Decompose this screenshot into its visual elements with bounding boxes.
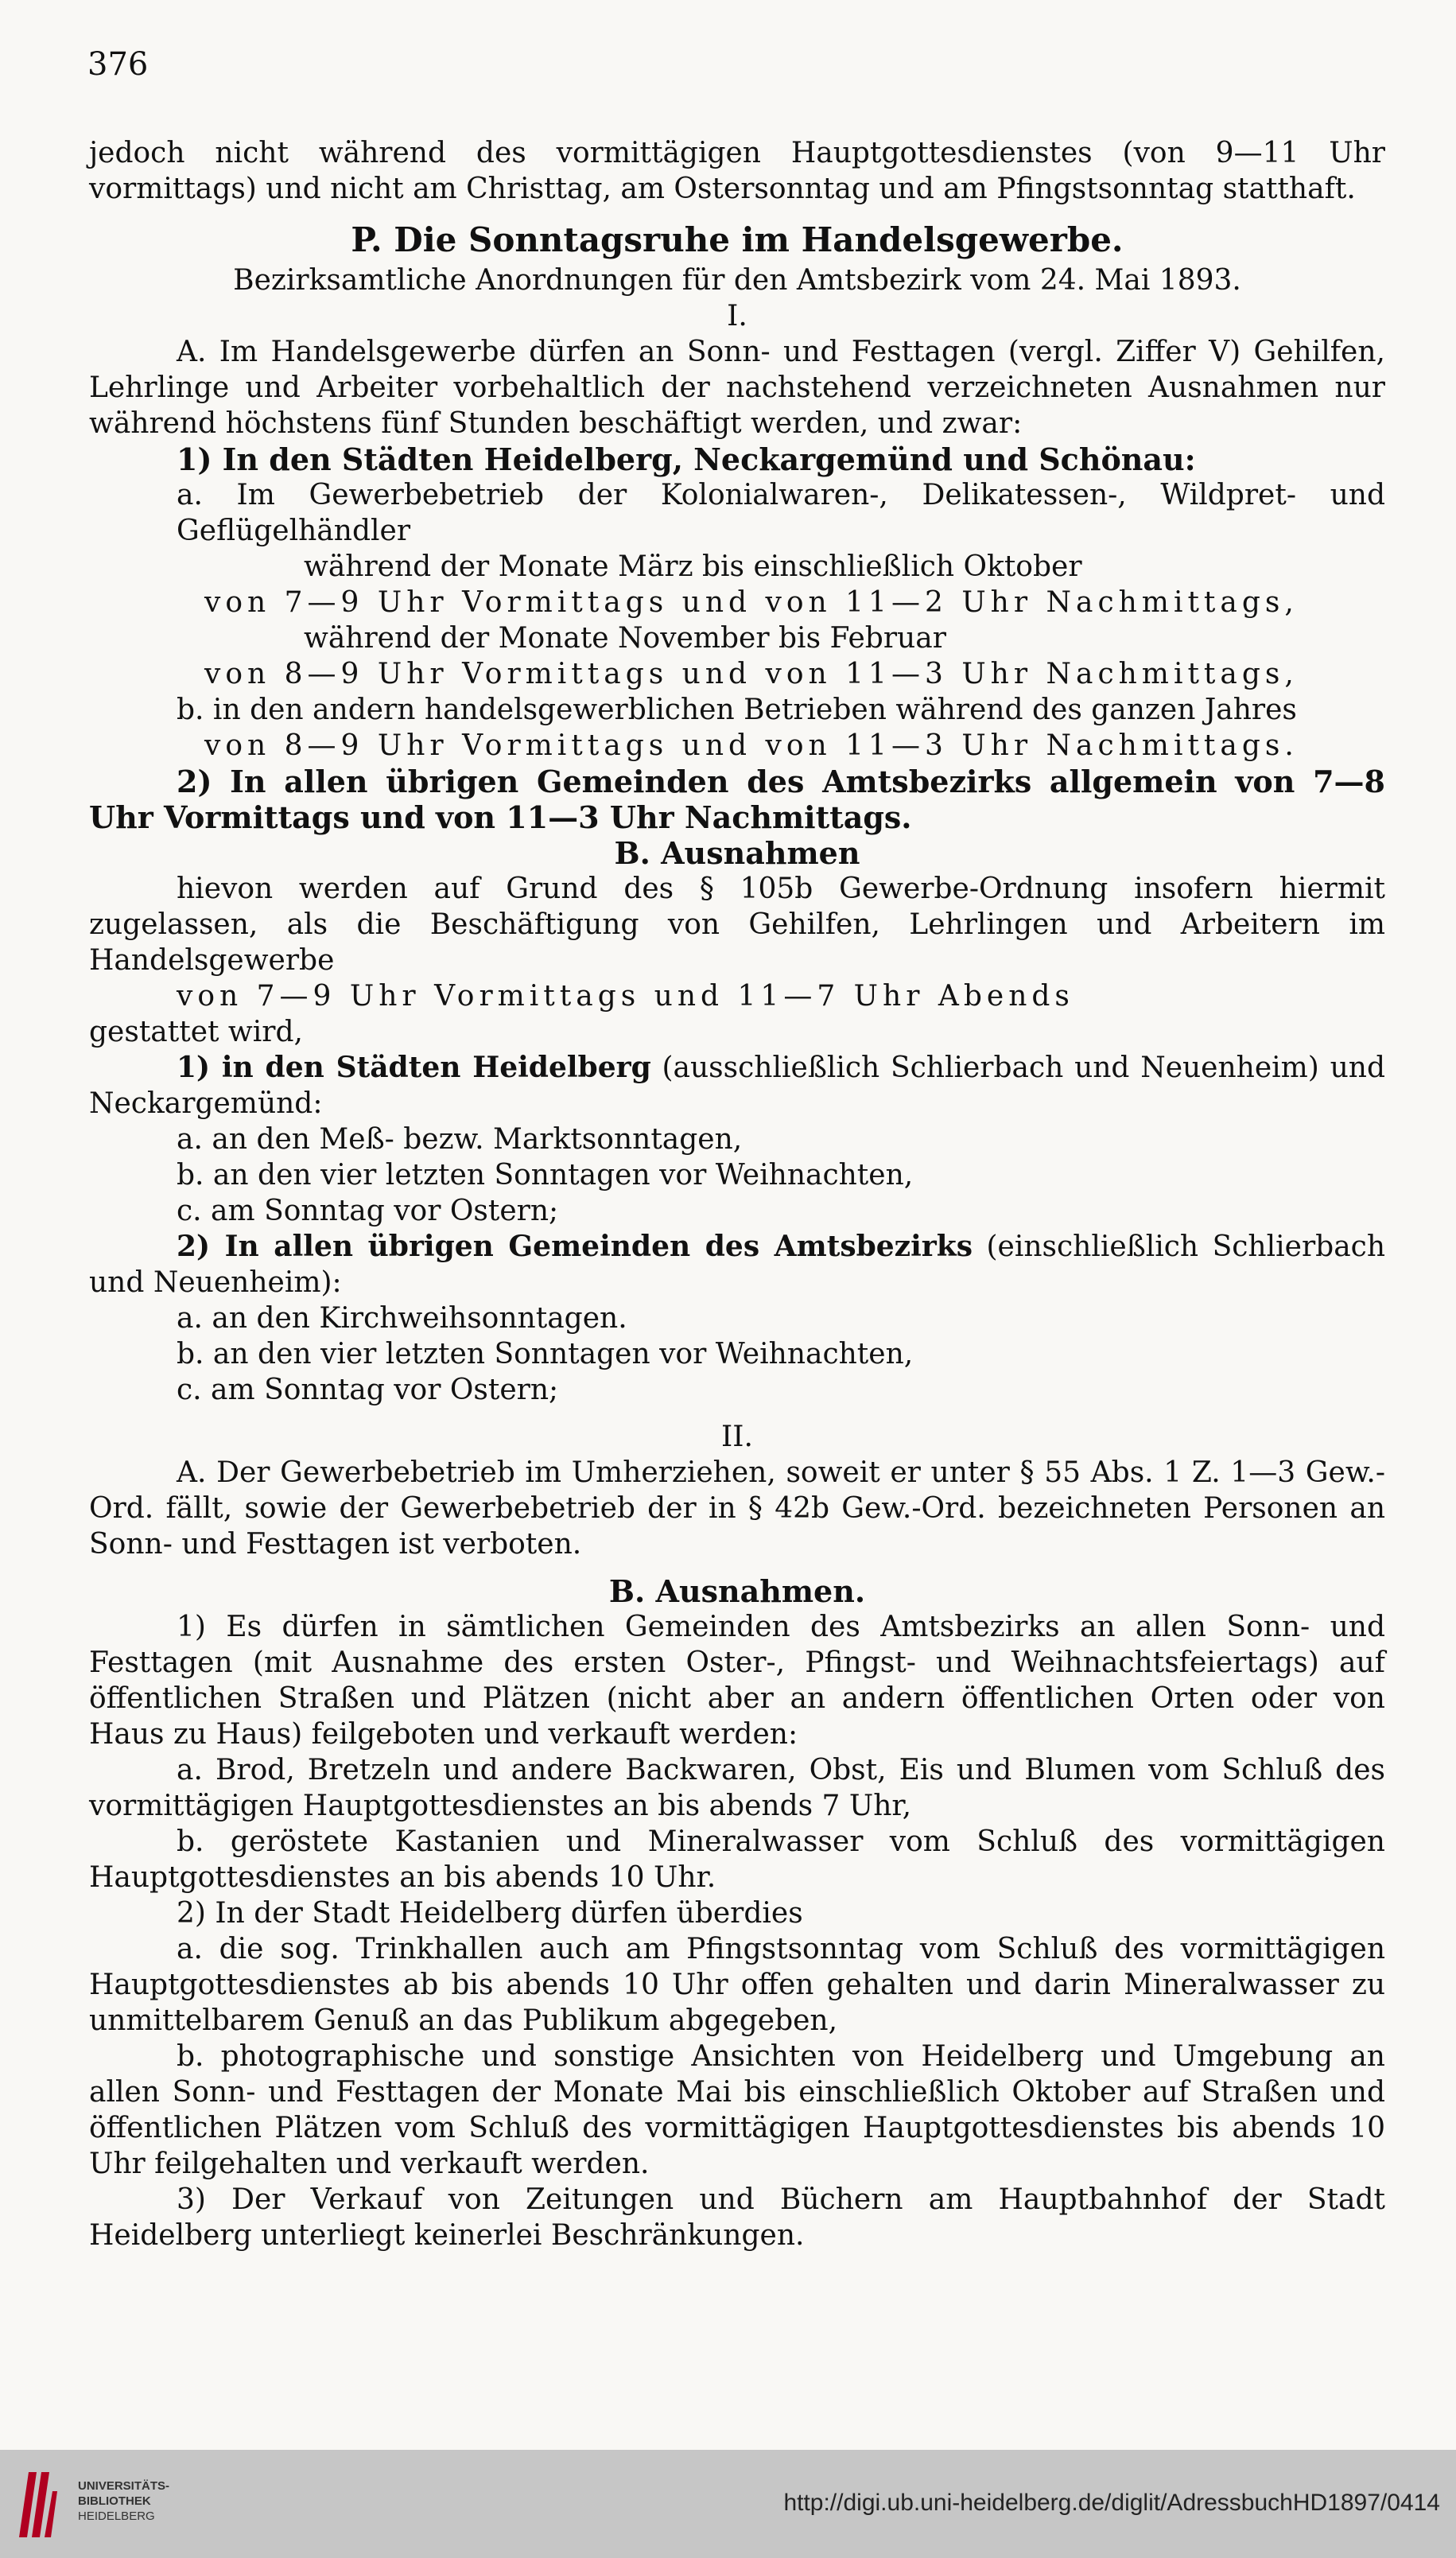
part1-b1-a: a. an den Meß- bezw. Marktsonntagen, [177,1123,743,1156]
part2-item2-a: a. die sog. Trinkhallen auch am Pfingstsonntag vom Schluß des vormittägigen Hauptgottesdienstes ab bis abends 10 Uhr offen gehalten und darin Mineralwasser zu unmittelbarem Genuß an das Publikum abgegeben, [89,1933,1385,2037]
part2-a-paragraph: A. Der Gewerbebetrieb im Umherziehen, soweit er unter § 55 Abs. 1 Z. 1—3 Gew.-Ord. fällt, sowie der Gewerbebetrieb der in § 42b Gew.-Ord. bezeichneten Personen an Sonn- und Festtagen ist verboten. [89,1456,1385,1561]
part1-b1 [89,1050,1385,1122]
section-subheading: Bezirksamtliche Anordnungen für den Amtsbezirk vom 24. Mai 1893. [233,264,1241,297]
page-number: 376 [87,46,149,83]
library-logo-icon [17,2467,57,2539]
source-url-link[interactable]: http://digi.ub.uni-heidelberg.de/diglit/AdressbuchHD1897/0414 [783,2490,1440,2516]
part2-numeral: II. [721,1421,753,1453]
part1-item1-a-line3: während der Monate November bis Februar [304,622,946,655]
logo-line-3: HEIDELBERG [78,2509,155,2523]
part1-b1-c: c. am Sonntag vor Ostern; [177,1195,559,1227]
part1-item1-a: a. Im Gewerbebetrieb der Kolonialwaren-, Delikatessen-, Wildpret- und Geflügelhändler [177,479,1385,547]
part1-b1-rest: (ausschließlich Schlierbach und Neuenheim) und Neckargemünd: [89,1052,1385,1120]
part2-item1: 1) Es dürfen in sämtlichen Gemeinden des Amtsbezirks an allen Sonn- und Festtagen (mit Ausnahme des ersten Oster-, Pfingst- und Weihnachtsfeiertags) auf öffentlichen Straßen und Plätzen (nicht aber an andern öffentlichen Orten oder von Haus zu Haus) feilgeboten und verkauft werden: [89,1611,1385,1751]
part1-numeral: I. [727,300,747,332]
section-heading: P. Die Sonntagsruhe im Handelsgewerbe. [351,220,1124,259]
part1-b2-rest: (einschließlich Schlierbach und Neuenheim): [89,1230,1386,1299]
logo-line-1: UNIVERSITÄTS- [78,2479,170,2493]
part1-item1-a-line1: während der Monate März bis einschließlich Oktober [304,550,1082,583]
part2-item1-a: a. Brod, Bretzeln und andere Backwaren, Obst, Eis und Blumen vom Schluß des vormittägigen Hauptgottesdienstes an bis abends 7 Uhr, [89,1754,1385,1822]
part1-b-time: von 7—9 Uhr Vormittags und 11—7 Uhr Abends [177,980,1074,1013]
part1-item1-a-line2: von 7—9 Uhr Vormittags und von 11—2 Uhr Nachmittags, [204,586,1299,619]
part1-item2: 2) In allen übrigen Gemeinden des Amtsbezirks allgemein von 7—8 Uhr Vormittags und von 11—3 Uhr Nachmittags. [89,764,1385,835]
part1-b2-bold: 2) In allen übrigen Gemeinden des Amtsbezirks [177,1230,973,1263]
part1-a-paragraph: A. Im Handelsgewerbe dürfen an Sonn- und Festtagen (vergl. Ziffer V) Gehilfen, Lehrlinge und Arbeiter vorbehaltlich der nachstehend verzeichneten Ausnahmen nur während höchstens fünf Stunden beschäftigt werden, und zwar: [89,336,1385,440]
part1-item1-title: 1) In den Städten Heidelberg, Neckargemünd und Schönau: [177,441,1196,477]
part1-b2-a: a. an den Kirchweihsonntagen. [177,1302,627,1335]
part1-item1-b-line1: von 8—9 Uhr Vormittags und von 11—3 Uhr Nachmittags. [204,729,1299,762]
logo-line-2: BIBLIOTHEK [78,2494,151,2508]
intro-paragraph: jedoch nicht während des vormittägigen Hauptgottesdienstes (von 9—11 Uhr vormittags) und nicht am Christtag, am Ostersonntag und am Pfingstsonntag statthaft. [89,137,1385,205]
part1-b-paragraph: hievon werden auf Grund des § 105b Gewerbe-Ordnung insofern hiermit zugelassen, als die Beschäftigung von Gehilfen, Lehrlingen und Arbeitern im Handelsgewerbe [89,873,1385,977]
part2-item3: 3) Der Verkauf von Zeitungen und Büchern am Hauptbahnhof der Stadt Heidelberg unterliegt keinerlei Beschränkungen. [89,2183,1385,2252]
part1-item1-b: b. in den andern handelsgewerblichen Betrieben während des ganzen Jahres [177,694,1297,726]
part1-b2 [89,1229,1385,1300]
part2-b-title: B. Ausnahmen. [608,1573,866,1609]
page-text [89,135,1385,2253]
part1-b-allowed: gestattet wird, [89,1016,303,1048]
part2-item2: 2) In der Stadt Heidelberg dürfen überdies [177,1897,803,1930]
part1-b-title: B. Ausnahmen [614,835,860,871]
part2-item2-b: b. photographische und sonstige Ansichten von Heidelberg und Umgebung an allen Sonn- und Festtagen der Monate Mai bis einschließlich Oktober auf Straßen und öffentlichen Plätzen vom Schluß des vormittägigen Hauptgottesdienstes bis abends 10 Uhr feilgehalten und verkauft werden. [89,2040,1385,2180]
part1-b2-b: b. an den vier letzten Sonntagen vor Weihnachten, [177,1338,914,1370]
part2-item1-b: b. geröstete Kastanien und Mineralwasser vom Schluß des vormittägigen Hauptgottesdienstes an bis abends 10 Uhr. [89,1825,1385,1894]
part1-b1-bold: 1) in den Städten Heidelberg [177,1051,651,1084]
part1-item1-a-line4: von 8—9 Uhr Vormittags und von 11—3 Uhr Nachmittags, [204,658,1299,690]
part1-b1-b: b. an den vier letzten Sonntagen vor Weihnachten, [177,1159,914,1192]
footer-bar [0,2450,1456,2558]
part1-b2-c: c. am Sonntag vor Ostern; [177,1374,559,1406]
library-logo-text [78,2478,169,2524]
